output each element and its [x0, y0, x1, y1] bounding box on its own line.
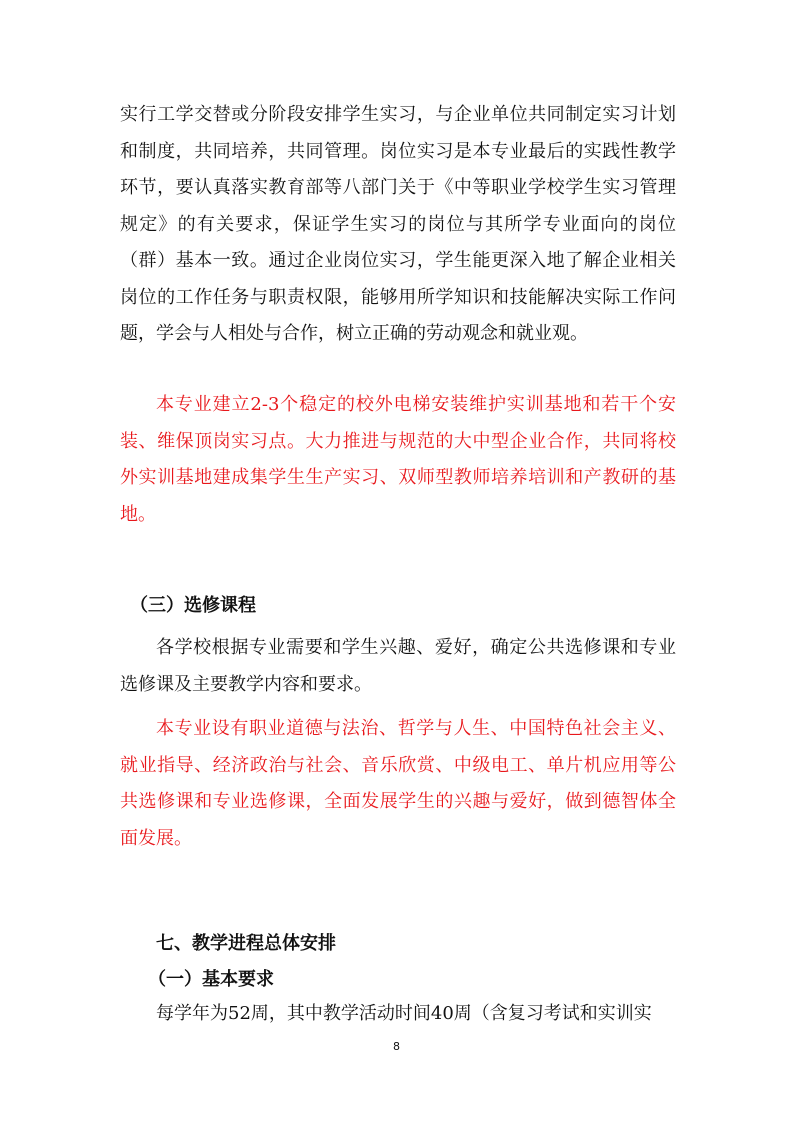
paragraph-training-base: 本专业建立2-3个稳定的校外电梯安装维护实训基地和若干个安装、维保顶岗实习点。大力推进与规范的大中型企业合作，共同将校外实训基地建成集学生生产实习、双师型教师培养培训和产教研的基地。 [120, 394, 676, 525]
chapter-heading-teaching-schedule: 七、教学进程总体安排 [156, 933, 336, 954]
section-heading-electives: （三）选修课程 [130, 595, 256, 616]
paragraph-electives-list: 本专业设有职业道德与法治、哲学与人生、中国特色社会主义、就业指导、经济政治与社会、音乐欣赏、中级电工、单片机应用等公共选修课和专业选修课，全面发展学生的兴趣与爱好，做到德智体全面发展。 [120, 718, 676, 849]
page-number: 8 [393, 1040, 400, 1053]
paragraph-internship: 实行工学交替或分阶段安排学生实习，与企业单位共同制定实习计划和制度，共同培养，共同管理。岗位实习是本专业最后的实践性教学环节，要认真落实教育部等八部门关于《中等职业学校学生实习管理规定》的有关要求，保证学生实习的岗位与其所学专业面向的岗位（群）基本一致。通过企业岗位实习，学生能更深入地了解企业相关岗位的工作任务与职责权限，能够用所学知识和技能解决实际工作问题，学会与人相处与合作，树立正确的劳动观念和就业观。 [120, 104, 676, 344]
paragraph-electives-intro: 各学校根据专业需要和学生兴趣、爱好，确定公共选修课和专业选修课及主要教学内容和要求。 [120, 637, 676, 695]
paragraph-school-year: 每学年为52周，其中教学活动时间40周（含复习考试和实训实 [156, 1003, 652, 1024]
section-heading-basic-requirements: （一）基本要求 [148, 969, 274, 990]
